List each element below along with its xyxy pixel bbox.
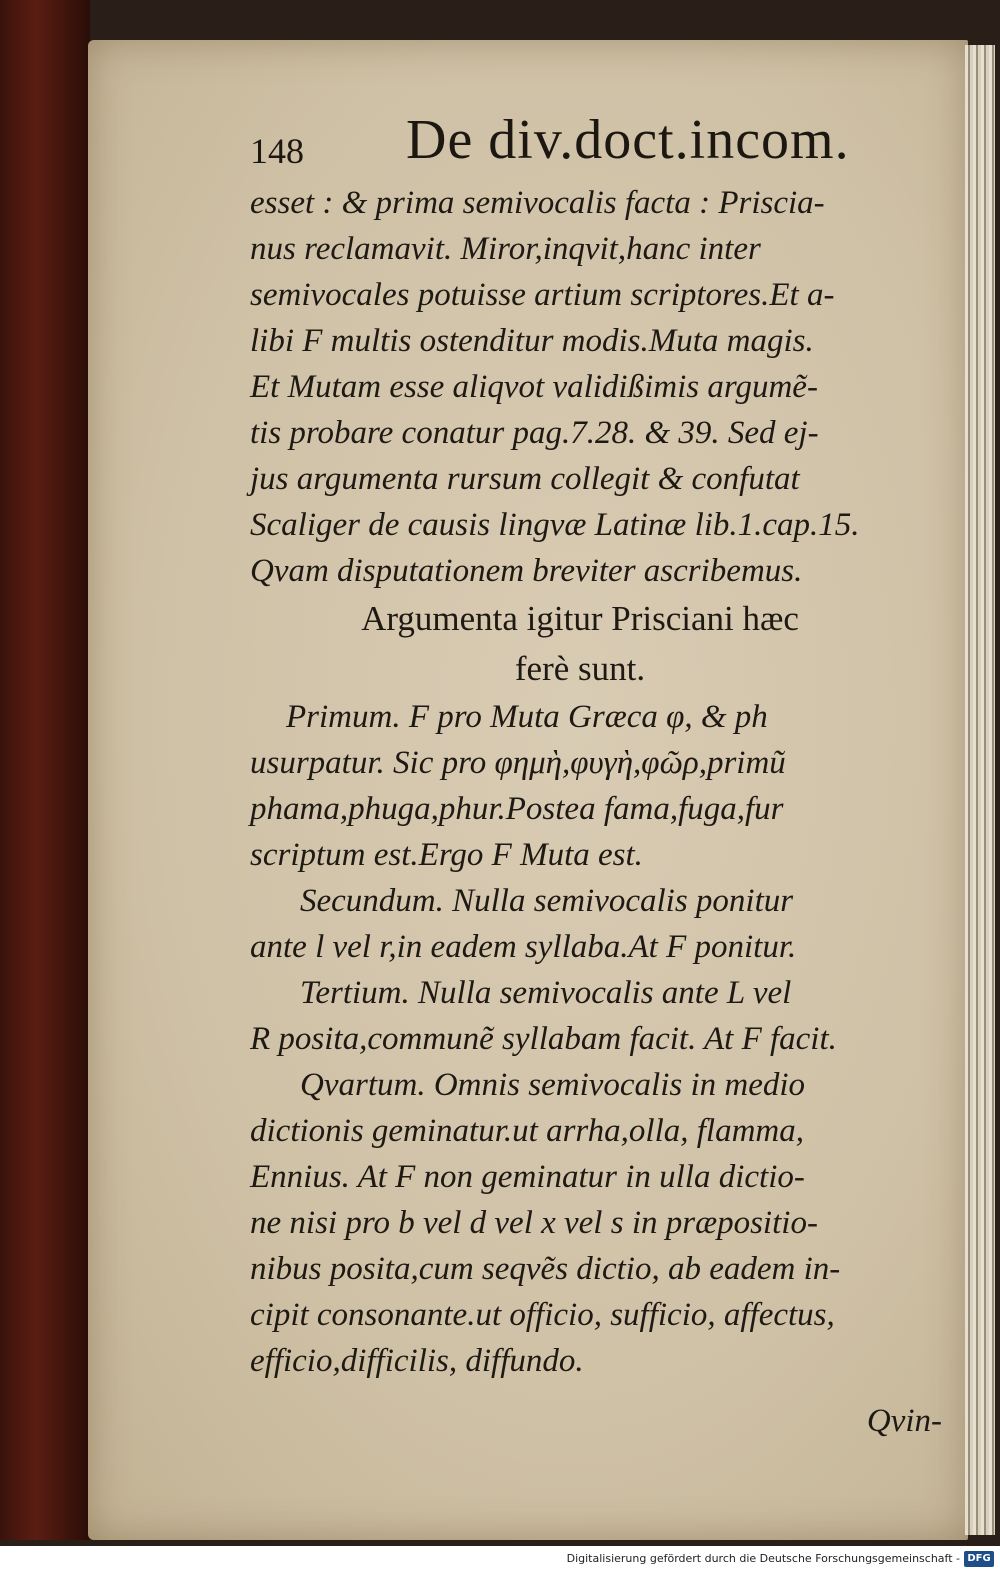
- text-line: Ennius. At F non geminatur in ulla dictio-: [250, 1159, 805, 1195]
- text-line: tis probare conatur pag.7.28. & 39. Sed ej-: [250, 415, 819, 451]
- text-line: Qvartum. Omnis semivocalis in medio: [300, 1067, 806, 1103]
- text-line: libi F multis ostenditur modis.Muta magis.: [250, 323, 814, 359]
- text-line: Scaliger de causis lingvæ Latinæ lib.1.cap.15.: [250, 507, 860, 543]
- text-line: ante l vel r,in eadem syllaba.At F ponitur.: [250, 929, 797, 965]
- footer-bar: [0, 1546, 1000, 1574]
- funding-credit: Digitalisierung gefördert durch die Deutsche Forschungsgemeinschaft -: [566, 1552, 960, 1565]
- text-line: dictionis geminatur.ut arrha,olla, flamma,: [250, 1113, 805, 1149]
- page-header: [168, 108, 888, 178]
- text-line: scriptum est.Ergo F Muta est.: [250, 837, 643, 873]
- book-spine: [0, 0, 90, 1540]
- text-block: [250, 180, 970, 1444]
- text-line: ne nisi pro b vel d vel x vel s in præpositio-: [250, 1205, 818, 1241]
- dfg-logo: DFG: [964, 1551, 994, 1567]
- text-line: R posita,communẽ syllabam facit. At F facit.: [250, 1021, 837, 1057]
- text-line: cipit consonante.ut officio, sufficio, affectus,: [250, 1297, 835, 1333]
- text-line: phama,phuga,phur.Postea fama,fuga,fur: [250, 791, 784, 827]
- text-line: nus reclamavit. Miror,inqvit,hanc inter: [250, 231, 761, 267]
- text-line: semivocales potuisse artium scriptores.Et a-: [250, 277, 835, 313]
- section-heading: Argumenta igitur Prisciani hæc: [361, 599, 799, 638]
- running-head: De div.doct.incom.: [406, 109, 850, 171]
- catchword: Qvin-: [866, 1403, 942, 1439]
- section-heading: ferè sunt.: [514, 649, 646, 688]
- text-line: usurpatur. Sic pro φημὴ,φυγὴ,φῶρ,primũ: [250, 745, 786, 781]
- text-line: Tertium. Nulla semivocalis ante L vel: [300, 975, 792, 1011]
- text-line: nibus posita,cum seqvẽs dictio, ab eadem in-: [250, 1251, 841, 1287]
- page-number: 148: [250, 131, 304, 171]
- text-line: Qvam disputationem breviter ascribemus.: [250, 553, 803, 589]
- text-line: jus argumenta rursum collegit & confutat: [250, 461, 800, 497]
- text-line: esset : & prima semivocalis facta : Priscia-: [250, 185, 825, 221]
- text-line: Secundum. Nulla semivocalis ponitur: [300, 883, 794, 919]
- text-line: Primum. F pro Muta Græca φ, & ph: [286, 699, 768, 735]
- text-line: efficio,difficilis, diffundo.: [250, 1343, 584, 1379]
- text-line: Et Mutam esse aliqvot validißimis argumẽ-: [250, 369, 818, 405]
